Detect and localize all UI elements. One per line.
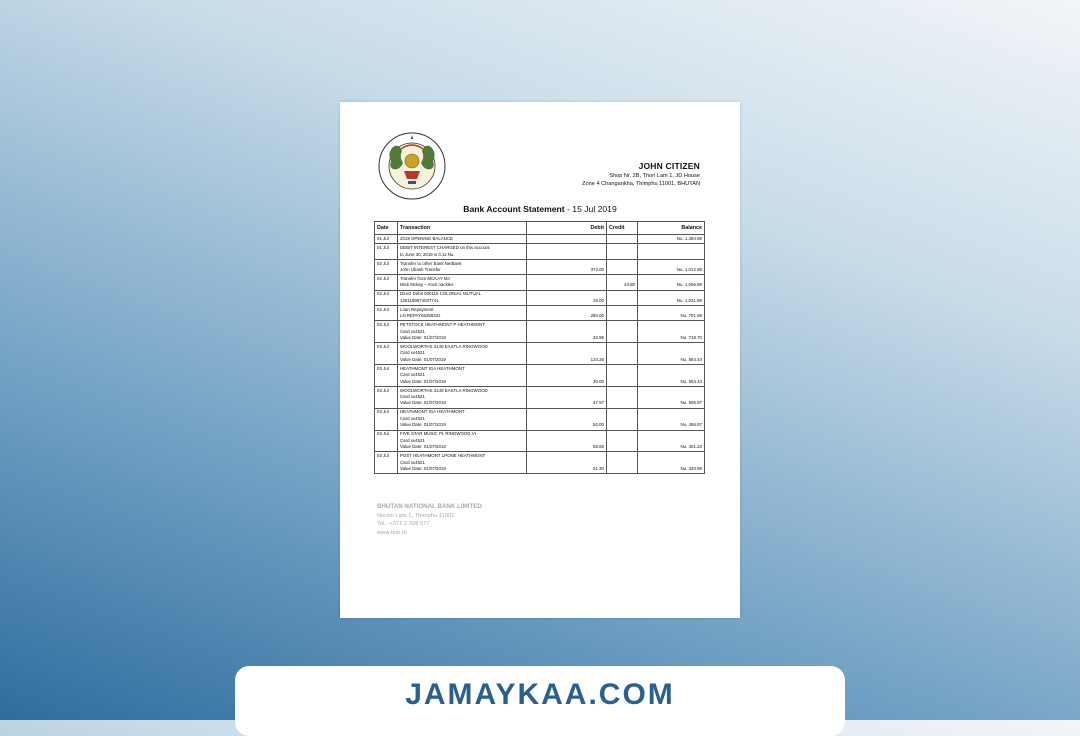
row-balance: Nu. 751.69 — [638, 306, 705, 321]
transaction-line: LN REPAY65259331 — [400, 313, 441, 319]
row-credit — [607, 452, 638, 474]
transaction-line: John Ubank Transfer — [400, 267, 441, 273]
transactions-body — [375, 235, 705, 474]
row-credit — [607, 259, 638, 274]
row-balance — [638, 244, 705, 259]
row-balance: Nu. 1,384.89 — [638, 235, 705, 244]
row-debit: 30.00 — [527, 365, 607, 387]
row-debit: 134.26 — [527, 343, 607, 365]
transaction-line: Direct Debit 000115 COLONIAL MUTUAL — [400, 291, 482, 297]
table-row — [375, 430, 705, 452]
row-balance: Nu. 401.22 — [638, 430, 705, 452]
row-date: 03 Jul — [375, 365, 398, 387]
transaction-line: DEBIT INTEREST CHARGED on this account — [400, 245, 490, 251]
row-transaction — [398, 343, 527, 365]
row-transaction — [398, 290, 527, 305]
transaction-line: 1261189874037741 — [400, 297, 439, 303]
row-balance: Nu. 554.44 — [638, 365, 705, 387]
row-credit: 43.80 — [607, 275, 638, 290]
row-transaction — [398, 259, 527, 274]
row-transaction — [398, 235, 527, 244]
transaction-line: Card xx4521 — [400, 372, 425, 378]
table-row — [375, 290, 705, 305]
row-debit: 55.65 — [527, 430, 607, 452]
transaction-line: Mick Mckay – Anck nackles — [400, 282, 454, 288]
row-balance: Nu. 1,012.89 — [638, 259, 705, 274]
row-debit: 280.00 — [527, 306, 607, 321]
table-row — [375, 386, 705, 408]
transaction-line: HEATHMONT IGA HEATHMONT — [400, 365, 465, 371]
table-row — [375, 306, 705, 321]
footer-block — [377, 503, 482, 537]
header-transaction: Transaction — [398, 222, 527, 235]
transaction-line: PETSTOCK HEATHMONT P HEATHMONT — [400, 322, 485, 328]
transaction-line: Card xx4521 — [400, 459, 425, 465]
transaction-line: Card xx4521 — [400, 415, 425, 421]
row-credit — [607, 244, 638, 259]
row-debit: 32.99 — [527, 321, 607, 343]
transaction-line: WOOLWORTHS 3149 EASTLA RINGWOOD — [400, 344, 488, 350]
row-credit — [607, 306, 638, 321]
row-date: 02 Jul — [375, 306, 398, 321]
row-credit — [607, 430, 638, 452]
transaction-line: HEATHMONT IGA HEATHMONT — [400, 409, 465, 415]
statement-title — [340, 204, 740, 214]
row-date: 03 Jul — [375, 430, 398, 452]
transaction-line: Value Date: 01/07/2019 — [400, 444, 446, 450]
row-date: 02 Jul — [375, 275, 398, 290]
row-debit — [527, 275, 607, 290]
table-row — [375, 321, 705, 343]
row-debit: 372.00 — [527, 259, 607, 274]
site-banner-text: JAMAYKAA.COM — [405, 678, 675, 711]
row-date: 03 Jul — [375, 386, 398, 408]
transaction-line: Card xx4521 — [400, 328, 425, 334]
row-balance: Nu. 1,031.69 — [638, 290, 705, 305]
table-header-row — [375, 222, 705, 235]
statement-date: 15 Jul 2019 — [572, 204, 617, 214]
statement-title-separator: - — [564, 204, 573, 214]
row-credit — [607, 290, 638, 305]
statement-page — [340, 102, 740, 618]
customer-address-line2: Zone 4 Changankha, Thimphu 11001, BHUTAN — [582, 181, 700, 187]
transaction-line: Card xx4521 — [400, 394, 425, 400]
row-date: 02 Jul — [375, 259, 398, 274]
row-transaction — [398, 386, 527, 408]
bank-seal-logo — [377, 131, 447, 201]
row-balance: Nu. 1,056.69 — [638, 275, 705, 290]
table-row — [375, 408, 705, 430]
transaction-line: WOOLWORTHS 3149 EASTLA RINGWOOD — [400, 387, 488, 393]
row-balance: Nu. 506.87 — [638, 386, 705, 408]
footer-web: www.bnb.bt — [377, 529, 407, 536]
table-row — [375, 343, 705, 365]
row-balance: Nu. 718.70 — [638, 321, 705, 343]
transaction-line: POST HEATHMONT LPONE HEATHMONT — [400, 453, 486, 459]
transaction-line: Card xx4521 — [400, 350, 425, 356]
row-transaction — [398, 365, 527, 387]
row-transaction — [398, 408, 527, 430]
footer-tel: Tel.: +971 2 328 577 — [377, 521, 430, 528]
row-debit: 51.30 — [527, 452, 607, 474]
transaction-line: Value Date: 01/07/2019 — [400, 378, 446, 384]
row-credit — [607, 235, 638, 244]
row-date: 02 Jul — [375, 290, 398, 305]
row-credit — [607, 321, 638, 343]
table-row — [375, 275, 705, 290]
header-credit: Credit — [607, 222, 638, 235]
table-row — [375, 365, 705, 387]
row-date: 03 Jul — [375, 321, 398, 343]
row-transaction — [398, 306, 527, 321]
row-transaction — [398, 430, 527, 452]
row-date: 03 Jul — [375, 408, 398, 430]
footer-address: Norzin Lam 1, Thimphu 11001 — [377, 512, 455, 519]
row-transaction — [398, 275, 527, 290]
transaction-line: Value Date: 01/07/2019 — [400, 356, 446, 362]
table-row — [375, 259, 705, 274]
customer-address-block — [582, 161, 700, 187]
row-balance: Nu. 420.99 — [638, 452, 705, 474]
table-row — [375, 235, 705, 244]
transaction-line: Value Date: 01/07/2019 — [400, 335, 446, 341]
row-balance: Nu. 584.44 — [638, 343, 705, 365]
row-credit — [607, 408, 638, 430]
header-date: Date — [375, 222, 398, 235]
site-banner — [235, 666, 845, 736]
row-transaction — [398, 244, 527, 259]
transaction-line: FIVE STAR MUSIC PL RINGWOOD VI — [400, 431, 476, 437]
transaction-line: Transfer from MCKAY MJ — [400, 276, 450, 282]
statement-title-text: Bank Account Statement — [463, 204, 565, 214]
row-debit — [527, 235, 607, 244]
transaction-line: Value Date: 01/07/2019 — [400, 465, 446, 471]
transaction-line: Loan Repayment — [400, 306, 434, 312]
table-row — [375, 244, 705, 259]
header-balance: Balance — [638, 222, 705, 235]
row-date: 03 Jul — [375, 343, 398, 365]
row-balance: Nu. 456.87 — [638, 408, 705, 430]
table-row — [375, 452, 705, 474]
row-credit — [607, 343, 638, 365]
row-debit — [527, 244, 607, 259]
row-credit — [607, 386, 638, 408]
transaction-line: to June 30, 2019 is 0.11 Nu. — [400, 251, 455, 257]
footer-bank-name: BHUTAN NATIONAL BANK LIMITED — [377, 503, 482, 510]
transaction-line: Transfer to other Bank NetBank — [400, 260, 462, 266]
row-date: 01 Jul — [375, 235, 398, 244]
row-date: 03 Jul — [375, 452, 398, 474]
transaction-line: 2019 OPENING BALANCE — [400, 236, 453, 242]
row-transaction — [398, 321, 527, 343]
customer-address-line1: Shop Nr. 2B, Thori Lam 1, JD House — [609, 173, 700, 179]
row-transaction — [398, 452, 527, 474]
transaction-line: Value Date: 01/07/2019 — [400, 400, 446, 406]
transaction-line: Card xx4521 — [400, 437, 425, 443]
customer-name: JOHN CITIZEN — [638, 161, 700, 171]
transactions-table — [374, 221, 705, 474]
row-debit: 50.00 — [527, 408, 607, 430]
row-credit — [607, 365, 638, 387]
transaction-line: Value Date: 01/07/2019 — [400, 422, 446, 428]
row-debit: 47.57 — [527, 386, 607, 408]
row-debit: 25.00 — [527, 290, 607, 305]
header-debit: Debit — [527, 222, 607, 235]
row-date: 01 Jul — [375, 244, 398, 259]
